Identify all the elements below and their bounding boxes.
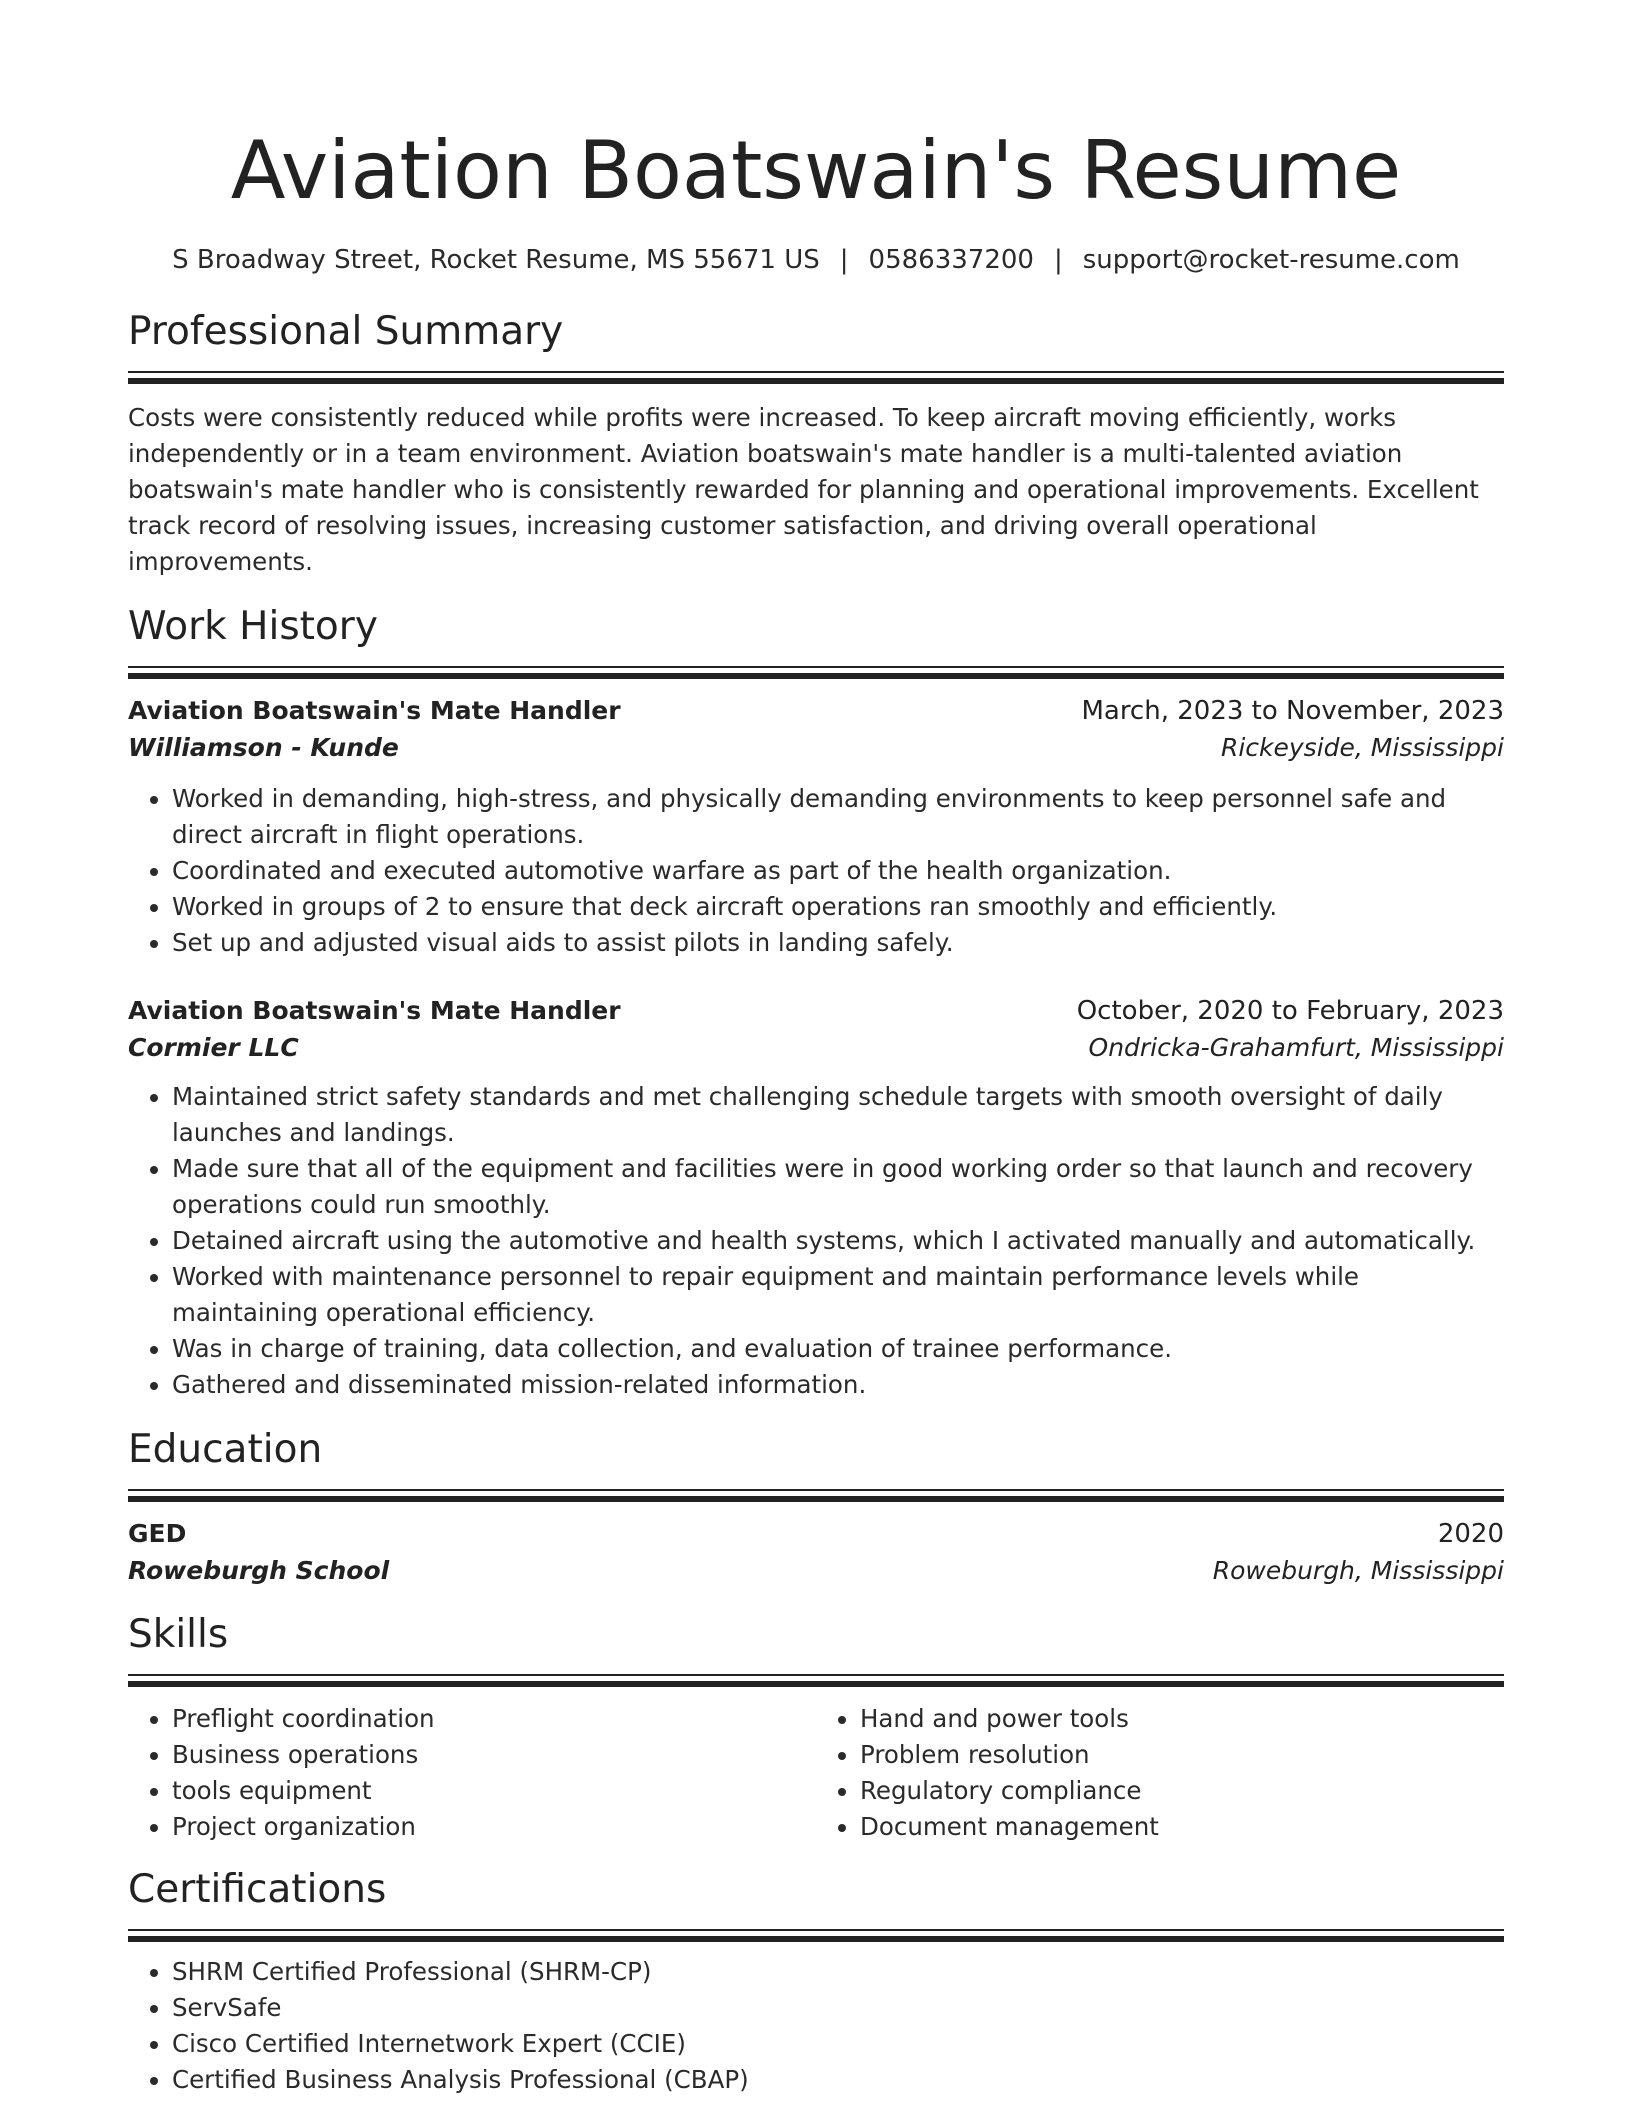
- list-item: • Project organization: [172, 1809, 816, 1845]
- job-company: Cormier LLC: [128, 1033, 299, 1062]
- skills-list-right: [816, 1701, 1504, 1845]
- job-bullets: [128, 781, 1504, 961]
- education-entry: [128, 1516, 1504, 1590]
- list-item: • SHRM Certified Professional (SHRM-CP): [172, 1954, 1504, 1990]
- summary-text: Costs were consistently reduced while profits were increased. To keep aircraft moving efficiently, works independently or in a team environment. Aviation boatswain's mate handler is a multi-talented aviation boatswain's mate handler who is consistently rewarded for planning and operational improvements. Excellent track record of resolving issues, increasing customer satisfaction, and driving overall operational improvements.: [128, 403, 1479, 576]
- job-subheader: [128, 1029, 1504, 1067]
- contact-separator: |: [839, 245, 849, 275]
- job-dates: March, 2023 to November, 2023: [1081, 696, 1504, 726]
- section-divider-thick: [128, 1681, 1504, 1687]
- education-subheader: [128, 1552, 1504, 1590]
- certifications-list: [128, 1954, 1504, 2098]
- list-item: • Worked in groups of 2 to ensure that deck aircraft operations ran smoothly and efficiently.: [172, 889, 1504, 925]
- section-divider-thick: [128, 1936, 1504, 1942]
- section-title-work-history: Work History: [128, 604, 378, 649]
- education-year: 2020: [1437, 1519, 1504, 1549]
- contact-line: [128, 243, 1504, 277]
- contact-address: S Broadway Street, Rocket Resume, MS 55671 US: [172, 245, 820, 275]
- job-entry: [128, 993, 1504, 1403]
- list-item: • Document management: [860, 1809, 1504, 1845]
- contact-phone: 0586337200: [868, 245, 1034, 275]
- section-divider: [128, 1489, 1504, 1491]
- contact-email: support@rocket-resume.com: [1082, 245, 1460, 275]
- list-item: • Worked in demanding, high-stress, and physically demanding environments to keep personnel safe and direct aircraft in flight operations.: [172, 781, 1504, 853]
- job-company: Williamson - Kunde: [128, 733, 399, 762]
- skills-columns: [128, 1701, 1504, 1845]
- list-item: • Preflight coordination: [172, 1701, 816, 1737]
- job-title: Aviation Boatswain's Mate Handler: [128, 996, 621, 1025]
- section-divider: [128, 1674, 1504, 1676]
- section-divider-thick: [128, 378, 1504, 384]
- resume-page: [128, 0, 1504, 2098]
- certifications-section: [128, 1865, 1504, 2098]
- section-title-education: Education: [128, 1427, 323, 1472]
- job-location: Ondricka-Grahamfurt, Mississippi: [1088, 1033, 1504, 1062]
- job-title: Aviation Boatswain's Mate Handler: [128, 696, 621, 725]
- list-item: • Set up and adjusted visual aids to assist pilots in landing safely.: [172, 925, 1504, 961]
- job-bullets: [128, 1079, 1504, 1403]
- section-divider: [128, 666, 1504, 668]
- job-location: Rickeyside, Mississippi: [1220, 733, 1504, 762]
- list-item: • Business operations: [172, 1737, 816, 1773]
- list-item: • Gathered and disseminated mission-related information.: [172, 1367, 1504, 1403]
- job-entry: [128, 693, 1504, 961]
- list-item: • Certified Business Analysis Professional (CBAP): [172, 2062, 1504, 2098]
- list-item: • ServSafe: [172, 1990, 1504, 2026]
- list-item: • Hand and power tools: [860, 1701, 1504, 1737]
- section-divider: [128, 371, 1504, 373]
- skills-list-left: [128, 1701, 816, 1845]
- section-divider-thick: [128, 673, 1504, 679]
- education-section: [128, 1425, 1504, 1590]
- job-subheader: [128, 729, 1504, 767]
- list-item: • Worked with maintenance personnel to repair equipment and maintain performance levels while maintaining operational efficiency.: [172, 1259, 1504, 1331]
- section-title-summary: Professional Summary: [128, 309, 564, 354]
- summary-section: [128, 307, 1504, 580]
- skills-section: [128, 1610, 1504, 1845]
- list-item: • Made sure that all of the equipment and facilities were in good working order so that launch and recovery operations could run smoothly.: [172, 1151, 1504, 1223]
- education-location: Roweburgh, Mississippi: [1212, 1556, 1504, 1585]
- list-item: • Cisco Certified Internetwork Expert (CCIE): [172, 2026, 1504, 2062]
- list-item: • Detained aircraft using the automotive and health systems, which I activated manually and automatically.: [172, 1223, 1504, 1259]
- list-item: • tools equipment: [172, 1773, 816, 1809]
- section-divider-thick: [128, 1496, 1504, 1502]
- education-school: Roweburgh School: [128, 1556, 390, 1585]
- list-item: • Maintained strict safety standards and met challenging schedule targets with smooth oversight of daily launches and landings.: [172, 1079, 1504, 1151]
- contact-separator: |: [1053, 245, 1063, 275]
- list-item: • Problem resolution: [860, 1737, 1504, 1773]
- education-degree: GED: [128, 1519, 187, 1548]
- education-header: [128, 1516, 1504, 1552]
- list-item: • Was in charge of training, data collection, and evaluation of trainee performance.: [172, 1331, 1504, 1367]
- list-item: • Coordinated and executed automotive warfare as part of the health organization.: [172, 853, 1504, 889]
- work-history-section: [128, 602, 1504, 1403]
- list-item: • Regulatory compliance: [860, 1773, 1504, 1809]
- section-divider: [128, 1929, 1504, 1931]
- job-header: [128, 993, 1504, 1029]
- section-title-skills: Skills: [128, 1612, 229, 1657]
- resume-title: Aviation Boatswain's Resume: [230, 124, 1402, 217]
- job-header: [128, 693, 1504, 729]
- job-dates: October, 2020 to February, 2023: [1076, 996, 1504, 1026]
- section-title-certifications: Certifications: [128, 1867, 387, 1912]
